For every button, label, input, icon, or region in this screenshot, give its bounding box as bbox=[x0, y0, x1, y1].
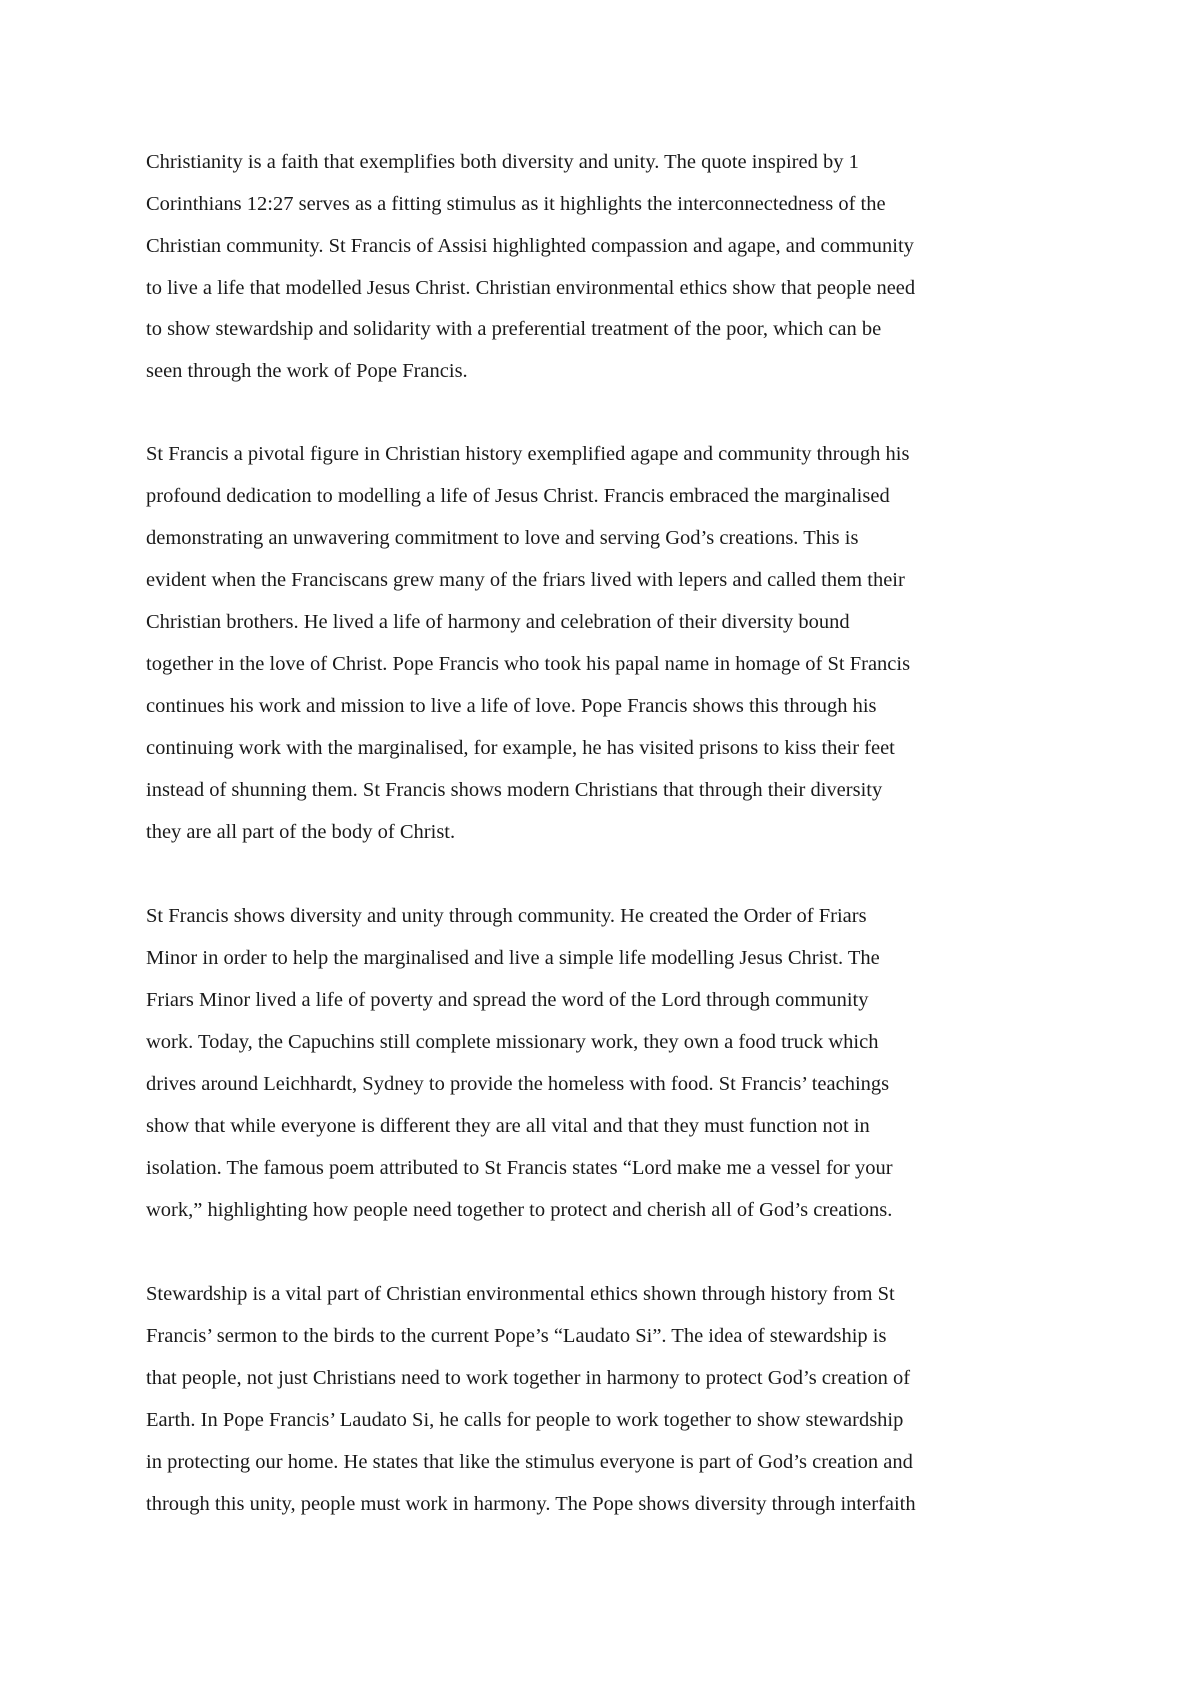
paragraph-2-line-4: evident when the Franciscans grew many of the friars lived with lepers and called them their bbox=[146, 569, 905, 591]
paragraph-2-line-10: they are all part of the body of Christ. bbox=[146, 821, 456, 843]
paragraph-4-line-3: that people, not just Christians need to work together in harmony to protect God’s creation of bbox=[146, 1367, 911, 1389]
paragraph-3-line-1: St Francis shows diversity and unity through community. He created the Order of Friars bbox=[146, 905, 867, 927]
paragraph-2-line-1: St Francis a pivotal figure in Christian history exemplified agape and community through his bbox=[146, 443, 910, 465]
paragraph-3-line-3: Friars Minor lived a life of poverty and spread the word of the Lord through community bbox=[146, 989, 869, 1011]
paragraph-2-line-8: continuing work with the marginalised, for example, he has visited prisons to kiss their feet bbox=[146, 737, 895, 759]
paragraph-3-line-8: work,” highlighting how people need together to protect and cherish all of God’s creations. bbox=[146, 1199, 893, 1221]
paragraph-1-line-2: Corinthians 12:27 serves as a fitting stimulus as it highlights the interconnectedness of the bbox=[146, 193, 886, 215]
paragraph-2-line-6: together in the love of Christ. Pope Francis who took his papal name in homage of St Francis bbox=[146, 653, 911, 675]
paragraph-3-line-5: drives around Leichhardt, Sydney to provide the homeless with food. St Francis’ teachings bbox=[146, 1073, 890, 1095]
paragraph-2-line-7: continues his work and mission to live a life of love. Pope Francis shows this through his bbox=[146, 695, 877, 717]
paragraph-4-line-5: in protecting our home. He states that like the stimulus everyone is part of God’s creation and bbox=[146, 1451, 913, 1473]
paragraph-3-line-7: isolation. The famous poem attributed to St Francis states “Lord make me a vessel for your bbox=[146, 1157, 893, 1179]
paragraph-1-line-4: to live a life that modelled Jesus Christ. Christian environmental ethics show that people need bbox=[146, 277, 916, 299]
paragraph-3-line-2: Minor in order to help the marginalised and live a simple life modelling Jesus Christ. The bbox=[146, 947, 880, 969]
paragraph-1-line-5: to show stewardship and solidarity with a preferential treatment of the poor, which can be bbox=[146, 318, 882, 340]
paragraph-2-line-3: demonstrating an unwavering commitment to love and serving God’s creations. This is bbox=[146, 527, 859, 549]
paragraph-1-line-3: Christian community. St Francis of Assisi highlighted compassion and agape, and community bbox=[146, 235, 914, 257]
paragraph-1-line-6: seen through the work of Pope Francis. bbox=[146, 360, 468, 382]
paragraph-2-line-9: instead of shunning them. St Francis shows modern Christians that through their diversity bbox=[146, 779, 883, 801]
paragraph-3-line-4: work. Today, the Capuchins still complete missionary work, they own a food truck which bbox=[146, 1031, 879, 1053]
paragraph-4-line-4: Earth. In Pope Francis’ Laudato Si, he calls for people to work together to show stewardship bbox=[146, 1409, 904, 1431]
paragraph-4-line-6: through this unity, people must work in harmony. The Pope shows diversity through interfaith bbox=[146, 1493, 916, 1515]
paragraph-1-line-1: Christianity is a faith that exemplifies both diversity and unity. The quote inspired by 1 bbox=[146, 151, 859, 173]
paragraph-3-line-6: show that while everyone is different they are all vital and that they must function not in bbox=[146, 1115, 870, 1137]
paragraph-4-line-1: Stewardship is a vital part of Christian environmental ethics shown through history from St bbox=[146, 1283, 895, 1305]
paragraph-4-line-2: Francis’ sermon to the birds to the current Pope’s “Laudato Si”. The idea of stewardship is bbox=[146, 1325, 887, 1347]
paragraph-2-line-2: profound dedication to modelling a life of Jesus Christ. Francis embraced the marginalised bbox=[146, 485, 890, 507]
paragraph-2-line-5: Christian brothers. He lived a life of harmony and celebration of their diversity bound bbox=[146, 611, 850, 633]
